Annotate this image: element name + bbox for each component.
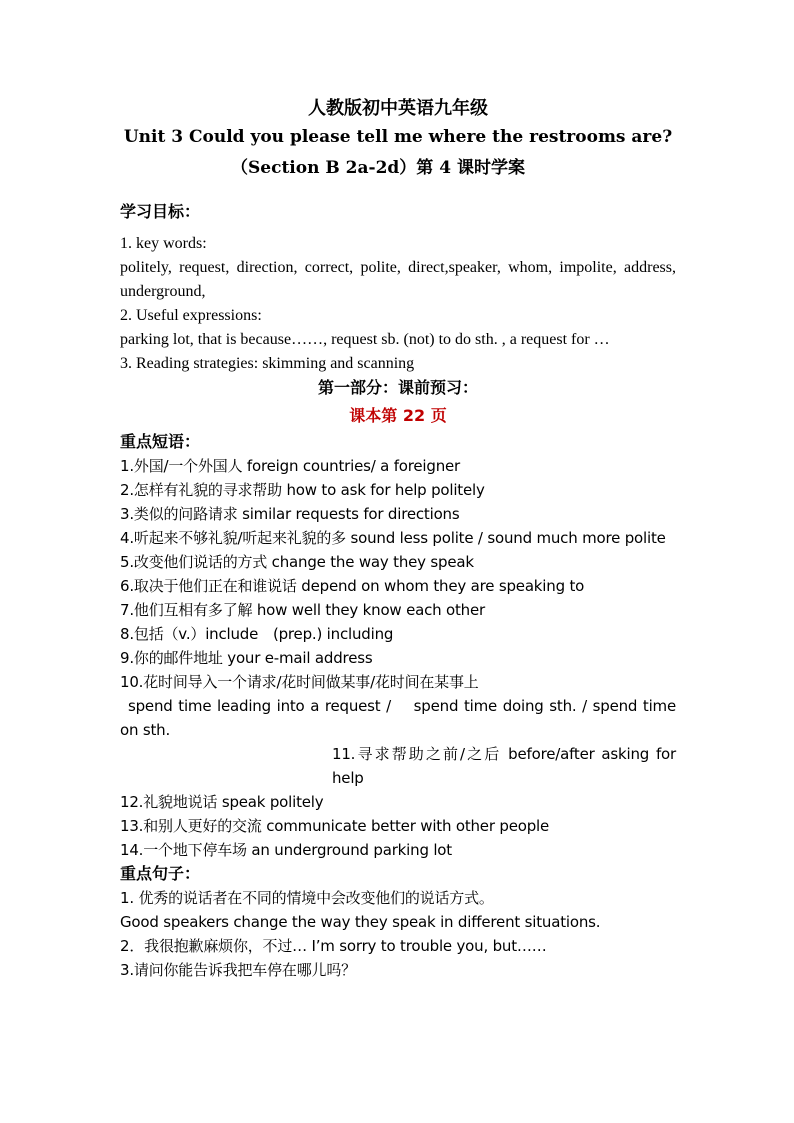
keywords-label: 1. key words: [120,235,207,252]
phrase-item: 9.你的邮件地址 your e-mail address [120,649,373,667]
sentence-2: 2．我很抱歉麻烦你，不过… I’m sorry to trouble you, but…… [120,937,547,955]
phrases-heading: 重点短语： [120,432,201,451]
phrase-item: 12.礼貌地说话 speak politely [120,793,324,811]
phrase-item-11: 11.寻求帮助之前/之后 before/after asking for help [332,745,676,787]
phrase-item: 1.外国/一个外国人 foreign countries/ a foreigner [120,457,461,475]
phrase-item: 2.怎样有礼貌的寻求帮助 how to ask for help politely [120,481,485,499]
phrase-item: 4.听起来不够礼貌/听起来礼貌的多 sound less polite / sound much more polite [120,529,666,547]
sentence-1-chinese: 1. 优秀的说话者在不同的情境中会改变他们的说话方式。 [120,889,494,907]
sentence-1-english: Good speakers change the way they speak in different situations. [120,913,601,931]
phrase-item: 7.他们互相有多了解 how well they know each other [120,601,485,619]
expressions-text: parking lot, that is because……, request sb. (not) to do sth. , a request for … [120,331,610,348]
phrase-item: 14.一个地下停车场 an underground parking lot [120,841,452,859]
phrase-item: 5.改变他们说话的方式 change the way they speak [120,553,474,571]
sentence-3: 3.请问你能告诉我把车停在哪儿吗？ [120,961,356,979]
keywords-text: politely, request, direction, correct, polite, direct,speaker, whom, impolite, address, underground, [120,259,676,300]
phrase-item: 8.包括（v.）include (prep.) including [120,625,394,643]
doc-title: 人教版初中英语九年级 [308,98,488,119]
page-reference: 课本第 22 页 [349,406,447,425]
goals-heading: 学习目标： [120,202,201,221]
phrase-item: 13.和别人更好的交流 communicate better with other people [120,817,550,835]
section-title: （Section B 2a-2d）第 4 课时学案 [231,158,525,178]
document-page [120,96,676,982]
unit-title: Unit 3 Could you please tell me where the restrooms are? [123,127,673,147]
phrase-item: 3.类似的问路请求 similar requests for directions [120,505,460,523]
reading-strategy: 3. Reading strategies: skimming and scanning [120,355,415,372]
phrase-item: 10.花时间导入一个请求/花时间做某事/花时间在某事上 [120,673,479,691]
phrase-item: 6.取决于他们正在和谁说话 depend on whom they are speaking to [120,577,585,595]
sentences-heading: 重点句子： [120,864,201,883]
phrase-item-10-english: spend time leading into a request / spend time doing sth. / spend time on sth. [120,697,676,739]
expressions-label: 2. Useful expressions: [120,307,262,324]
part1-title: 第一部分：课前预习： [317,378,478,397]
